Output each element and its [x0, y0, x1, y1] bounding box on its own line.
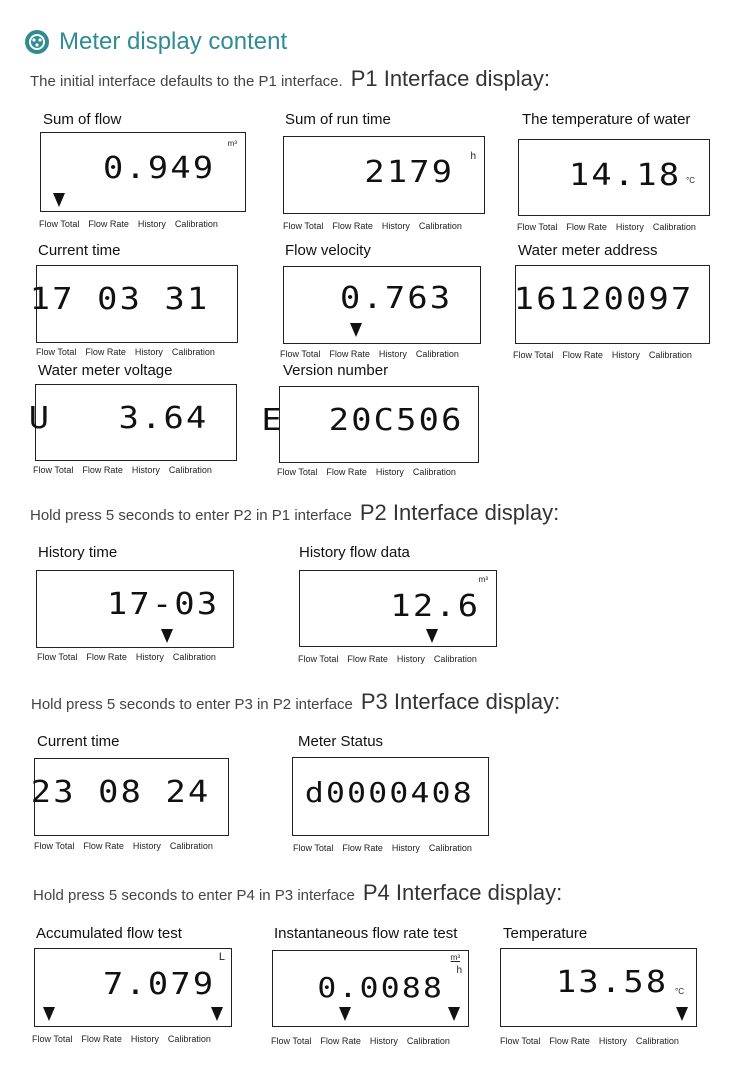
calibration-indicator	[676, 1007, 688, 1021]
meter-address-label: Water meter address	[518, 242, 658, 259]
tab-calibration: Calibration	[412, 467, 456, 477]
sum-run-value: 2179	[364, 155, 454, 190]
acc-flow-test-label: Accumulated flow test	[36, 925, 182, 942]
history-time-label: History time	[38, 544, 118, 561]
p4-temp-label: Temperature	[503, 925, 588, 942]
flow-velocity-value: 0.763	[339, 281, 452, 316]
version-tabs	[277, 467, 465, 477]
tab-flow-total: Flow Total	[277, 467, 318, 477]
tab-history: History	[381, 221, 410, 231]
tab-flow-rate: Flow Rate	[342, 843, 383, 853]
meter-address-tabs	[513, 350, 701, 360]
inst-flow-test-unit-bottom: h	[456, 965, 462, 976]
tab-flow-rate: Flow Rate	[82, 465, 123, 475]
tab-flow-rate: Flow Rate	[347, 654, 388, 664]
tab-history: History	[131, 465, 160, 475]
tab-calibration: Calibration	[171, 347, 215, 357]
p2-intro	[30, 500, 559, 526]
gear-icon	[25, 30, 49, 54]
current-time-lcd	[29, 265, 238, 343]
meter-voltage-value: U 3.64	[28, 401, 208, 436]
inst-flow-test-lcd	[272, 950, 469, 1027]
history-flow-lcd	[299, 570, 497, 647]
sum-flow-lcd	[40, 132, 246, 212]
p4-temp-value: 13.58	[555, 965, 668, 1000]
tab-flow-rate: Flow Rate	[549, 1036, 590, 1046]
tab-history: History	[611, 350, 640, 360]
flow-rate-indicator	[339, 1007, 351, 1021]
p3-intro-text: Hold press 5 seconds to enter P3 in P2 interface	[31, 696, 353, 713]
p1-intro-text: The initial interface defaults to the P1 interface.	[30, 73, 343, 90]
tab-history: History	[137, 219, 166, 229]
tab-calibration: Calibration	[415, 349, 459, 359]
version-label: Version number	[283, 362, 389, 379]
tab-calibration: Calibration	[648, 350, 692, 360]
tab-flow-total: Flow Total	[33, 465, 74, 475]
acc-flow-test-lcd	[34, 948, 232, 1027]
tab-calibration: Calibration	[169, 841, 213, 851]
page-title: Meter display content	[59, 28, 288, 55]
meter-status-lcd	[292, 757, 489, 836]
tab-flow-total: Flow Total	[513, 350, 554, 360]
water-temp-lcd	[518, 139, 710, 216]
p1-intro	[30, 66, 550, 92]
flow-velocity-lcd	[283, 266, 481, 344]
tab-history: History	[391, 843, 420, 853]
tab-flow-total: Flow Total	[39, 219, 80, 229]
tab-flow-total: Flow Total	[293, 843, 334, 853]
p3-time-tabs	[34, 841, 222, 851]
tab-flow-rate: Flow Rate	[326, 467, 367, 477]
tab-flow-rate: Flow Rate	[320, 1036, 361, 1046]
sum-flow-value: 0.949	[102, 151, 215, 186]
version-lcd	[261, 386, 479, 463]
version-value: E 20C506	[261, 403, 464, 438]
meter-status-value: d0000408	[305, 776, 474, 809]
tab-calibration: Calibration	[406, 1036, 450, 1046]
current-time-value: 17 03 31	[29, 282, 209, 317]
tab-history: History	[369, 1036, 398, 1046]
tab-flow-rate: Flow Rate	[329, 349, 370, 359]
tab-history: History	[378, 349, 407, 359]
inst-flow-test-tabs	[271, 1036, 459, 1046]
tab-history: History	[132, 841, 161, 851]
history-flow-unit: m³	[478, 575, 488, 584]
acc-flow-test-unit: L	[218, 951, 225, 963]
meter-address-lcd	[515, 265, 710, 344]
p4-heading: P4 Interface display:	[362, 880, 563, 905]
history-time-lcd	[36, 570, 234, 648]
current-time-label: Current time	[38, 242, 121, 259]
p4-temp-tabs	[500, 1036, 688, 1046]
flow-velocity-label: Flow velocity	[285, 242, 371, 259]
water-temp-value: 14.18	[568, 158, 681, 193]
sum-run-unit: h	[470, 151, 476, 162]
history-time-value: 17-03	[106, 587, 219, 622]
meter-voltage-tabs	[33, 465, 221, 475]
tab-flow-total: Flow Total	[271, 1036, 312, 1046]
history-time-tabs	[37, 652, 225, 662]
history-flow-tabs	[298, 654, 486, 664]
tab-history: History	[598, 1036, 627, 1046]
acc-flow-test-value: 7.079	[102, 967, 215, 1002]
p4-intro-text: Hold press 5 seconds to enter P4 in P3 interface	[33, 887, 355, 904]
tab-calibration: Calibration	[418, 221, 462, 231]
tab-history: History	[396, 654, 425, 664]
sum-run-lcd	[283, 136, 485, 214]
tab-flow-rate: Flow Rate	[86, 652, 127, 662]
tab-flow-total: Flow Total	[37, 652, 78, 662]
water-temp-unit: °C	[686, 176, 695, 185]
sum-flow-label: Sum of flow	[43, 111, 122, 128]
tab-flow-rate: Flow Rate	[566, 222, 607, 232]
current-time-tabs	[36, 347, 224, 357]
history-indicator	[161, 629, 173, 643]
p4-intro	[33, 880, 562, 906]
tab-flow-total: Flow Total	[32, 1034, 73, 1044]
tab-calibration: Calibration	[652, 222, 696, 232]
p2-intro-text: Hold press 5 seconds to enter P2 in P1 interface	[30, 507, 352, 524]
sum-flow-unit: m³	[227, 139, 237, 148]
tab-history: History	[130, 1034, 159, 1044]
water-temp-label: The temperature of water	[522, 111, 691, 128]
tab-flow-total: Flow Total	[500, 1036, 541, 1046]
meter-status-label: Meter Status	[298, 733, 384, 750]
tab-flow-rate: Flow Rate	[332, 221, 373, 231]
flow-rate-indicator	[350, 323, 362, 337]
acc-flow-test-tabs	[32, 1034, 220, 1044]
tab-calibration: Calibration	[174, 219, 218, 229]
tab-history: History	[615, 222, 644, 232]
tab-calibration: Calibration	[167, 1034, 211, 1044]
flow-total-indicator	[53, 193, 65, 207]
sum-run-label: Sum of run time	[285, 111, 391, 128]
tab-flow-rate: Flow Rate	[562, 350, 603, 360]
tab-flow-total: Flow Total	[34, 841, 75, 851]
meter-voltage-lcd	[28, 384, 237, 461]
sum-flow-tabs	[39, 219, 227, 229]
inst-flow-test-label: Instantaneous flow rate test	[274, 925, 458, 942]
history-flow-label: History flow data	[299, 544, 410, 561]
flow-total-indicator	[43, 1007, 55, 1021]
tab-flow-total: Flow Total	[517, 222, 558, 232]
history-indicator	[426, 629, 438, 643]
tab-flow-total: Flow Total	[298, 654, 339, 664]
tab-flow-rate: Flow Rate	[85, 347, 126, 357]
meter-status-tabs	[293, 843, 481, 853]
tab-flow-total: Flow Total	[280, 349, 321, 359]
p4-temp-lcd	[500, 948, 697, 1027]
history-flow-value: 12.6	[390, 589, 480, 624]
tab-flow-rate: Flow Rate	[88, 219, 129, 229]
meter-address-value: 16120097	[513, 282, 693, 317]
tab-flow-total: Flow Total	[36, 347, 77, 357]
p3-intro	[31, 689, 560, 715]
flow-velocity-tabs	[280, 349, 468, 359]
tab-history: History	[134, 347, 163, 357]
p3-heading: P3 Interface display:	[360, 689, 561, 714]
inst-flow-test-value: 0.0088	[317, 971, 444, 1004]
p3-time-value: 23 08 24	[30, 775, 210, 810]
p3-time-label: Current time	[37, 733, 120, 750]
tab-flow-rate: Flow Rate	[81, 1034, 122, 1044]
tab-calibration: Calibration	[635, 1036, 679, 1046]
p1-heading: P1 Interface display:	[350, 66, 551, 91]
inst-flow-test-unit-top: m³	[450, 953, 460, 962]
tab-calibration: Calibration	[168, 465, 212, 475]
tab-calibration: Calibration	[433, 654, 477, 664]
water-temp-tabs	[517, 222, 705, 232]
p3-time-lcd	[30, 758, 229, 836]
tab-calibration: Calibration	[172, 652, 216, 662]
sum-run-tabs	[283, 221, 471, 231]
meter-voltage-label: Water meter voltage	[38, 362, 173, 379]
tab-calibration: Calibration	[428, 843, 472, 853]
p4-temp-unit: °C	[675, 987, 684, 996]
p2-heading: P2 Interface display:	[359, 500, 560, 525]
tab-flow-rate: Flow Rate	[83, 841, 124, 851]
tab-history: History	[375, 467, 404, 477]
calibration-indicator	[448, 1007, 460, 1021]
tab-history: History	[135, 652, 164, 662]
calibration-indicator	[211, 1007, 223, 1021]
tab-flow-total: Flow Total	[283, 221, 324, 231]
